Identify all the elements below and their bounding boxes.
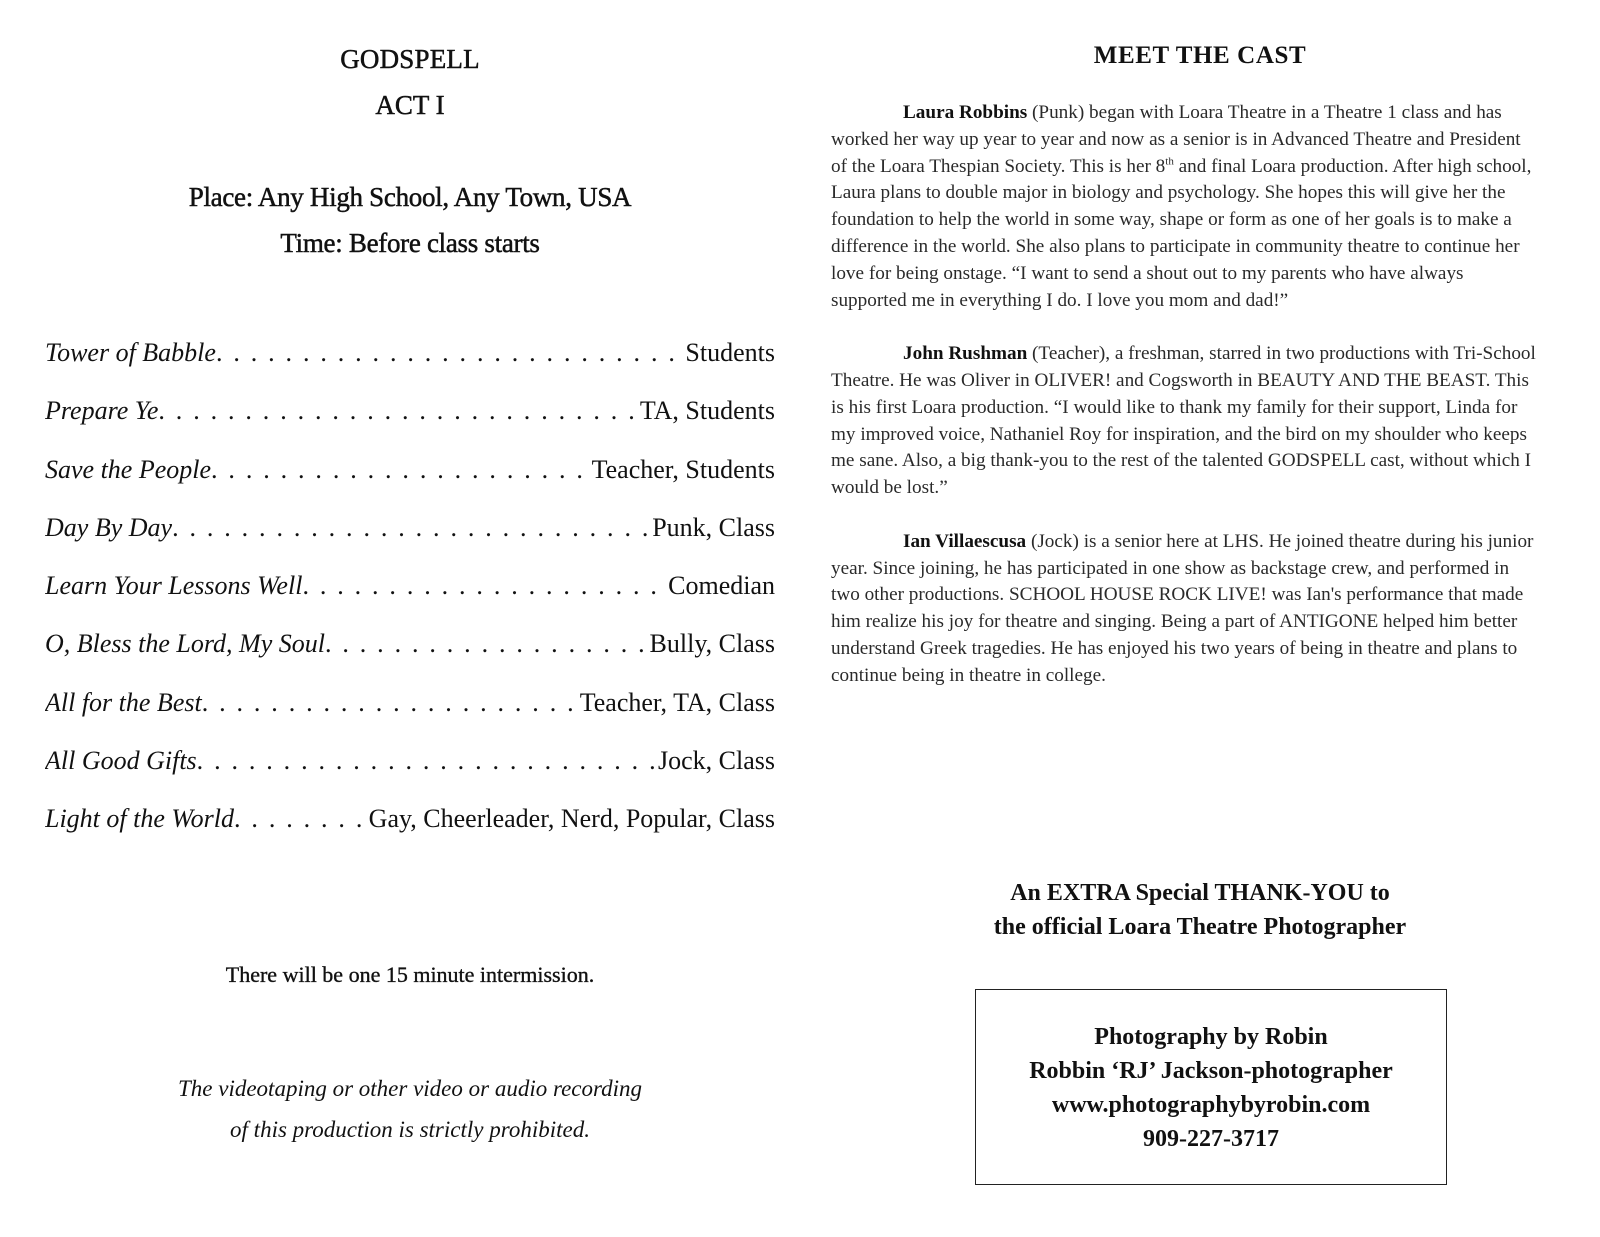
thanks-line: An EXTRA Special THANK-YOU to: [1010, 880, 1390, 906]
photographer-thanks: [830, 876, 1570, 944]
cast-bio-text: (Jock) is a senior here at LHS. He joined theatre during his junior year. Since joining, he has participated in one show as backstage crew, and performed in two other productions. SCHOOL HOUSE ROCK LIVE! was Ian's performance that made him realize his joy for theatre and singing. Being a part of ANTIGONE helped him better understand Greek tragedies. He has enjoyed his two years of being in theatre and plans to continue being in theatre in college.: [831, 530, 1534, 686]
song-row: [45, 804, 775, 862]
dot-leader: [325, 629, 648, 659]
setting-time: Time: Before class starts: [280, 228, 540, 258]
song-title: O, Bless the Lord, My Soul: [45, 629, 325, 659]
song-row: [45, 338, 775, 396]
intermission-note: There will be one 15 minute intermission.: [225, 962, 595, 987]
song-cast: Teacher, Students: [591, 454, 775, 484]
photographer-business: Photography by Robin: [1094, 1024, 1328, 1050]
song-row: [45, 688, 775, 746]
cast-bio: [831, 341, 1536, 502]
dot-leader: [211, 455, 590, 485]
song-cast: TA, Students: [639, 396, 775, 426]
act-title: ACT I: [375, 90, 445, 120]
photographer-credit-box: [975, 989, 1447, 1185]
dot-leader: [197, 746, 656, 776]
cast-heading: MEET THE CAST: [1093, 42, 1307, 69]
dot-leader: [302, 571, 666, 601]
recording-notice: [0, 1068, 820, 1150]
song-title: Day By Day: [45, 512, 173, 542]
song-cast: Students: [685, 338, 775, 367]
song-row: [45, 396, 775, 454]
cast-bios: [831, 100, 1536, 690]
cast-bio: [831, 100, 1536, 314]
song-title: All Good Gifts: [45, 746, 197, 776]
cast-bio-text: (Teacher), a freshman, starred in two productions with Tri-School Theatre. He was Oliver in OLIVER! and Cogsworth in BEAUTY AND THE BEAST. This is his first Loara production. “I would like to thank my family for their support, Linda for my improved voice, Nathaniel Roy for inspiration, and the bird on my shoulder who keeps me sane. Also, a big thank-you to the rest of the talented GODSPELL cast, without which I would be lost.”: [831, 343, 1536, 499]
photographer-credit: [976, 1020, 1446, 1156]
song-cast: Comedian: [668, 571, 775, 601]
photographer-name: Robbin ‘RJ’ Jackson-photographer: [1029, 1058, 1393, 1084]
program-right-page: [800, 0, 1600, 1237]
song-cast: Jock, Class: [658, 746, 775, 776]
cast-member-name: John Rushman: [903, 343, 1028, 365]
song-list: [45, 338, 775, 863]
song-cast: Teacher, TA, Class: [579, 687, 775, 717]
song-row: [45, 629, 775, 687]
song-row: [45, 571, 775, 629]
song-row: [45, 513, 775, 571]
play-title: GODSPELL: [340, 44, 480, 74]
song-cast: Punk, Class: [652, 512, 775, 542]
recording-notice-line: The videotaping or other video or audio recording: [178, 1076, 642, 1101]
ordinal-suffix: th: [1165, 155, 1174, 168]
photographer-website: www.photographybyrobin.com: [1051, 1092, 1371, 1118]
cast-bio-text: (Punk) began with Loara Theatre in a Theatre 1 class and has worked her way up year to year and now as a senior is in Advanced Theatre and President of the Loara Thespian Society. This is her 8: [831, 102, 1521, 177]
recording-notice-line: of this production is strictly prohibited.: [230, 1117, 590, 1142]
song-title: Prepare Ye: [45, 396, 159, 426]
dot-leader: [172, 513, 650, 543]
song-title: Light of the World: [45, 804, 235, 834]
dot-leader: [234, 804, 367, 834]
dot-leader: [158, 396, 637, 426]
cast-bio-text: and final Loara production. After high school, Laura plans to double major in biology and psychology. She hopes this will give her the foundation to help the world in some way, shape or form as one of her goals is to make a difference in the world. She also plans to participate in community theatre to continue her love for being onstage. “I want to send a shout out to my parents who have always supported me in everything I do. I love you mom and dad!”: [831, 155, 1532, 311]
photographer-phone: 909-227-3717: [1143, 1126, 1279, 1152]
song-cast: Bully, Class: [649, 629, 775, 659]
thanks-line: the official Loara Theatre Photographer: [993, 914, 1407, 940]
dot-leader: [216, 338, 683, 368]
cast-bio: [831, 529, 1536, 690]
setting-place: Place: Any High School, Any Town, USA: [188, 182, 632, 212]
cast-member-name: Laura Robbins: [903, 102, 1028, 123]
dot-leader: [202, 688, 578, 718]
song-title: Tower of Babble: [45, 338, 216, 367]
cast-member-name: Ian Villaescusa: [903, 530, 1027, 552]
song-title: Save the People: [45, 454, 212, 484]
song-row: [45, 746, 775, 804]
song-title: Learn Your Lessons Well: [45, 571, 303, 601]
song-cast: Gay, Cheerleader, Nerd, Popular, Class: [368, 804, 775, 834]
song-row: [45, 455, 775, 513]
song-title: All for the Best: [45, 687, 202, 717]
